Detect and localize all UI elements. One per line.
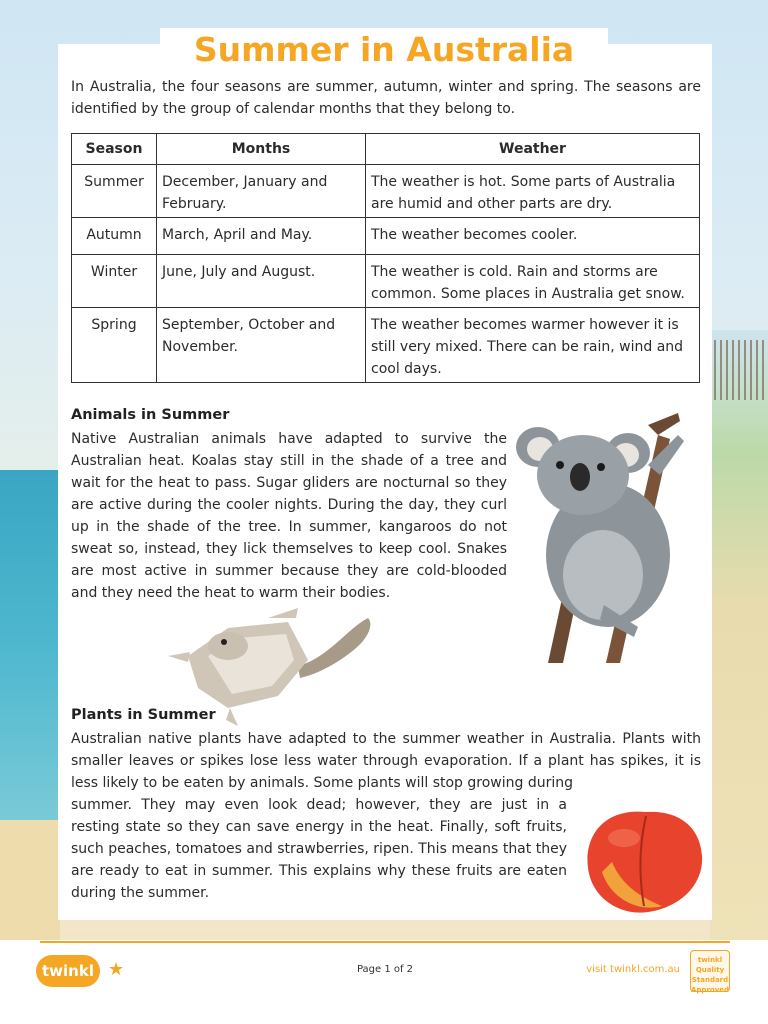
background-fence bbox=[714, 340, 768, 400]
badge-logo: twinkl bbox=[697, 956, 723, 964]
plants-heading: Plants in Summer bbox=[71, 707, 216, 723]
weather-cell: The weather becomes cooler. bbox=[366, 218, 700, 255]
season-cell: Summer bbox=[72, 165, 157, 218]
seasons-table bbox=[71, 133, 700, 383]
footer-rule bbox=[40, 941, 730, 943]
page-number: Page 1 of 2 bbox=[356, 964, 414, 975]
months-cell: June, July and August. bbox=[157, 255, 366, 308]
plants-text-narrow: summer. They may even look dead; however, they are just in a resting state so they can save energy in the heat. Finally, soft fruits, such peaches, tomatoes and strawberries, ripen. This means that they are ready to eat in summer. This explains why these fruits are eaten during the summer. bbox=[71, 797, 567, 901]
star-icon: ★ bbox=[108, 959, 125, 980]
weather-cell: The weather is hot. Some parts of Australia are humid and other parts are dry. bbox=[366, 165, 700, 218]
koala-illustration bbox=[508, 405, 698, 663]
animals-heading: Animals in Summer bbox=[71, 407, 230, 423]
visit-link[interactable]: visit twinkl.com.au bbox=[586, 964, 680, 975]
badge-text: Quality Standard Approved bbox=[691, 966, 730, 994]
table-row bbox=[72, 218, 700, 255]
season-cell: Autumn bbox=[72, 218, 157, 255]
intro-text: In Australia, the four seasons are summer, autumn, winter and spring. The seasons are identified by the group of calendar months that they belong to. bbox=[71, 79, 701, 117]
header-months: Months bbox=[157, 134, 366, 165]
quality-badge bbox=[690, 950, 730, 992]
background-sand bbox=[0, 820, 60, 940]
plants-text-wide: Australian native plants have adapted to the summer weather in Australia. Plants with smaller leaves or spikes lose less water through evaporation. If a plant has spikes, it is less likely to be eaten by animals. Some plants will stop growing during bbox=[71, 731, 701, 791]
table-row bbox=[72, 308, 700, 383]
page-title: Summer in Australia bbox=[160, 28, 608, 78]
months-cell: September, October and November. bbox=[157, 308, 366, 383]
table-header-row bbox=[72, 134, 700, 165]
background-sea bbox=[0, 470, 60, 830]
background-park bbox=[710, 330, 768, 940]
twinkl-logo: twinkl bbox=[36, 955, 100, 987]
months-cell: March, April and May. bbox=[157, 218, 366, 255]
months-cell: December, January and February. bbox=[157, 165, 366, 218]
table-row bbox=[72, 165, 700, 218]
weather-cell: The weather becomes warmer however it is still very mixed. There can be rain, wind and cool days. bbox=[366, 308, 700, 383]
peach-illustration bbox=[582, 802, 708, 918]
header-weather: Weather bbox=[366, 134, 700, 165]
season-cell: Winter bbox=[72, 255, 157, 308]
animals-text: Native Australian animals have adapted to survive the Australian heat. Koalas stay still in the shade of a tree and wait for the heat to pass. Sugar gliders are nocturnal so they are active during the cooler nights. During the day, they curl up in the shade of the tree. In summer, kangaroos do not sweat so, instead, they lick themselves to keep cool. Snakes are most active in summer because they are cold-blooded and they need the heat to warm their bodies. bbox=[71, 431, 507, 601]
header-season: Season bbox=[72, 134, 157, 165]
table-row bbox=[72, 255, 700, 308]
season-cell: Spring bbox=[72, 308, 157, 383]
weather-cell: The weather is cold. Rain and storms are common. Some places in Australia get snow. bbox=[366, 255, 700, 308]
